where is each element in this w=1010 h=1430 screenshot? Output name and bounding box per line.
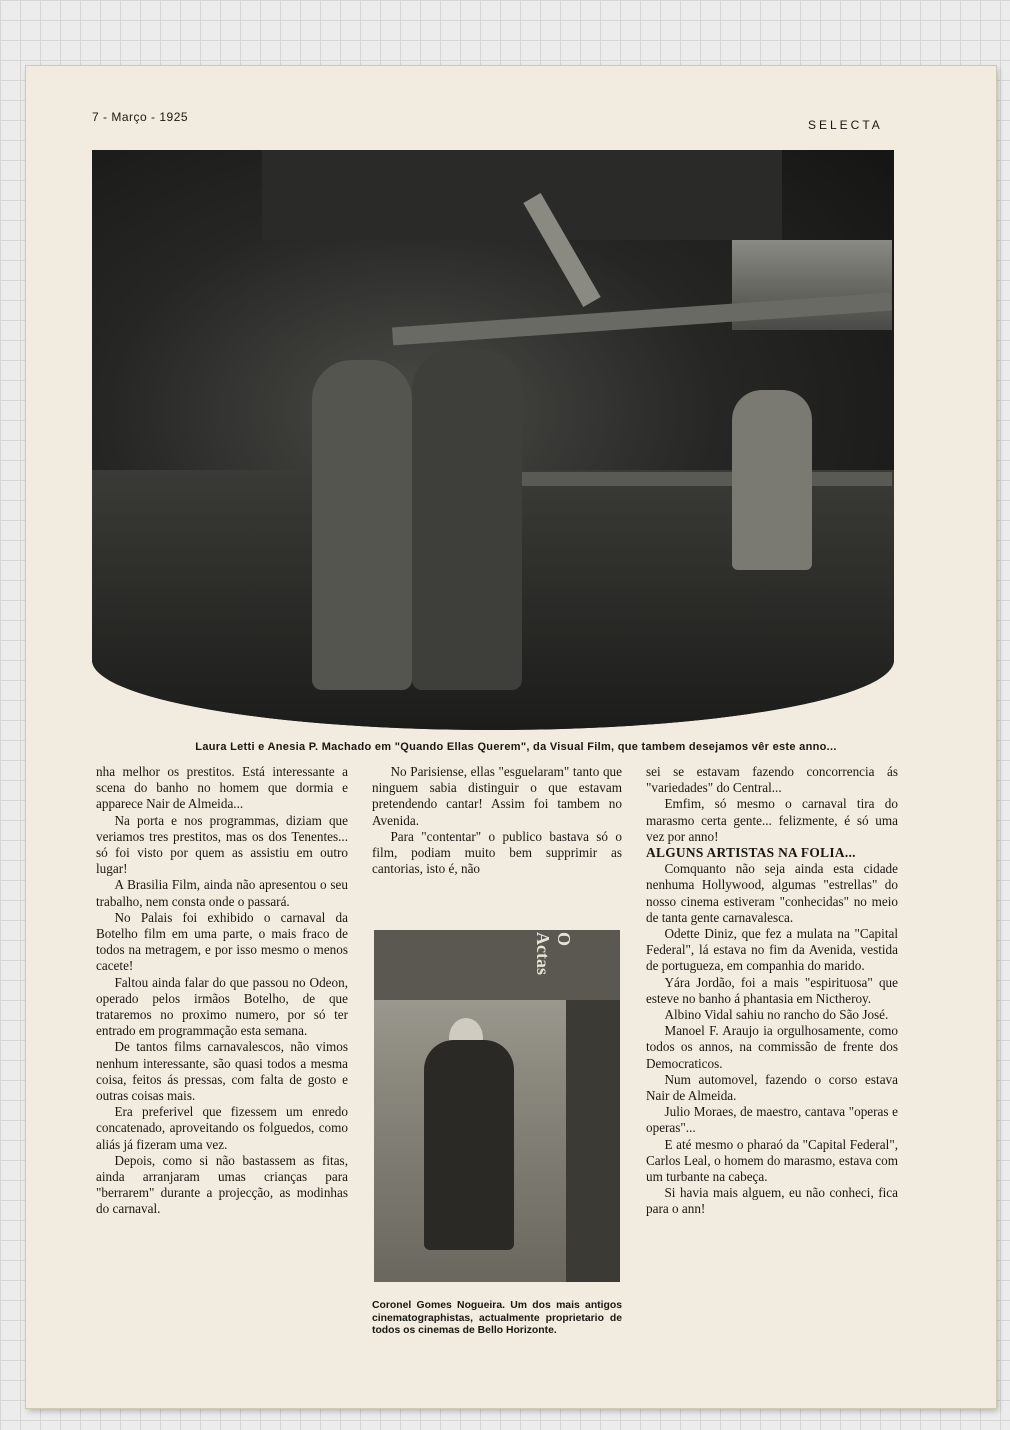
portrait-caption: Coronel Gomes Nogueira. Um dos mais antigos cinematographistas, actualmente proprietario de todos os cinemas de Bello Horizonte.: [372, 1300, 622, 1337]
paragraph: Comquanto não seja ainda esta cidade nenhuma Hollywood, algumas "estrellas" do nosso cinema estiveram "conhecidas" no meio de tanta gente carnavalesca.: [646, 861, 898, 925]
magazine-title: SELECTA: [808, 118, 883, 132]
article-column-3: [646, 764, 898, 1218]
article-column-2: [372, 764, 622, 877]
paragraph: Emfim, só mesmo o carnaval tira do marasmo certa gente... felizmente, é só uma vez por anno!: [646, 796, 898, 844]
hangar-shape: [262, 150, 782, 240]
paragraph: E até mesmo o pharaó da "Capital Federal", Carlos Leal, o homem do marasmo, estava com um turbante na cabeça.: [646, 1136, 898, 1185]
paragraph: Num automovel, fazendo o corso estava Nair de Almeida.: [646, 1071, 898, 1104]
paragraph: No Palais foi exhibido o carnaval da Botelho film em uma parte, o mais fraco de todos na metragem, e por isso mesmo o menos cacete!: [96, 909, 348, 974]
paragraph: Para "contentar" o publico bastava só o film, podiam muito bem supprimir as cantorias, isto é, não: [372, 828, 622, 877]
figure-woman-right: [412, 350, 522, 690]
paragraph: sei se estavam fazendo concorrencia ás "variedades" do Central...: [646, 764, 898, 796]
paragraph: Depois, como si não bastassem as fitas, ainda arranjaram umas crianças para "berrarem" durante a projecção, as modinhas do carnaval.: [96, 1152, 348, 1217]
figure-woman-left: [312, 360, 412, 690]
paragraph: Julio Moraes, de maestro, cantava "operas e operas"...: [646, 1104, 898, 1136]
paragraph: Odette Diniz, que fez a mulata na "Capital Federal", lá estava no fim da Avenida, vestida de portugueza, em companhia do marido.: [646, 926, 898, 974]
paragraph: Era preferivel que fizessem um enredo concatenado, aproveitando os folguedos, como aliás já fizeram uma vez.: [96, 1104, 348, 1152]
paragraph: nha melhor os prestitos. Está interessante a scena do banho no homem que dormia e apparece Nair de Almeida...: [96, 764, 348, 812]
section-heading: ALGUNS ARTISTAS NA FOLIA...: [646, 845, 856, 861]
paragraph: A Brasilia Film, ainda não apresentou o seu trabalho, nem consta onde o passará.: [96, 877, 348, 909]
cinema-poster: [374, 930, 620, 1000]
paragraph: De tantos films carnavalescos, não vimos nenhum interessante, são quasi todos a mesma coisa, feitos ás pressas, com falta de gosto e outras coisas mais.: [96, 1039, 348, 1104]
magazine-page: [26, 66, 996, 1408]
paragraph: Yára Jordão, foi a mais "espirituosa" que esteve no banho á phantasia em Nictheroy.: [646, 974, 898, 1006]
paragraph: Manoel F. Araujo ia orgulhosamente, como todos os annos, na commissão de frente dos Democraticos.: [646, 1023, 898, 1071]
issue-date: 7 - Março - 1925: [92, 110, 189, 124]
main-photo-caption: Laura Letti e Anesia P. Machado em "Quando Ellas Querem", da Visual Film, que tambem desejamos vêr este anno...: [195, 741, 837, 753]
article-column-1: [96, 764, 348, 1218]
poster-lettering: O Actas: [533, 932, 574, 975]
portrait-photograph: [374, 930, 620, 1282]
paragraph: Si havia mais alguem, eu não conheci, fica para o ann!: [646, 1185, 898, 1217]
paragraph: Na porta e nos programmas, diziam que veriamos tres prestitos, mas os dos Tenentes... só foi visto por quem as assistiu em outro lugar!: [96, 812, 348, 877]
doorway: [566, 1000, 620, 1282]
figure-man-background: [732, 390, 812, 570]
paragraph: Albino Vidal sahiu no rancho do São José.: [664, 1007, 889, 1023]
main-photograph: [92, 150, 894, 730]
man-figure: [424, 1040, 514, 1250]
airplane-lower-wing: [522, 472, 892, 486]
paragraph: Faltou ainda falar do que passou no Odeon, operado pelos irmãos Botelho, de que trataremos no proximo numero, por só ter entrado em programmação esta semana.: [96, 974, 348, 1039]
paragraph: No Parisiense, ellas "esguelaram" tanto que ninguem sabia distinguir o que estavam pretendendo cantar! Assim foi tambem no Avenida.: [372, 764, 622, 828]
